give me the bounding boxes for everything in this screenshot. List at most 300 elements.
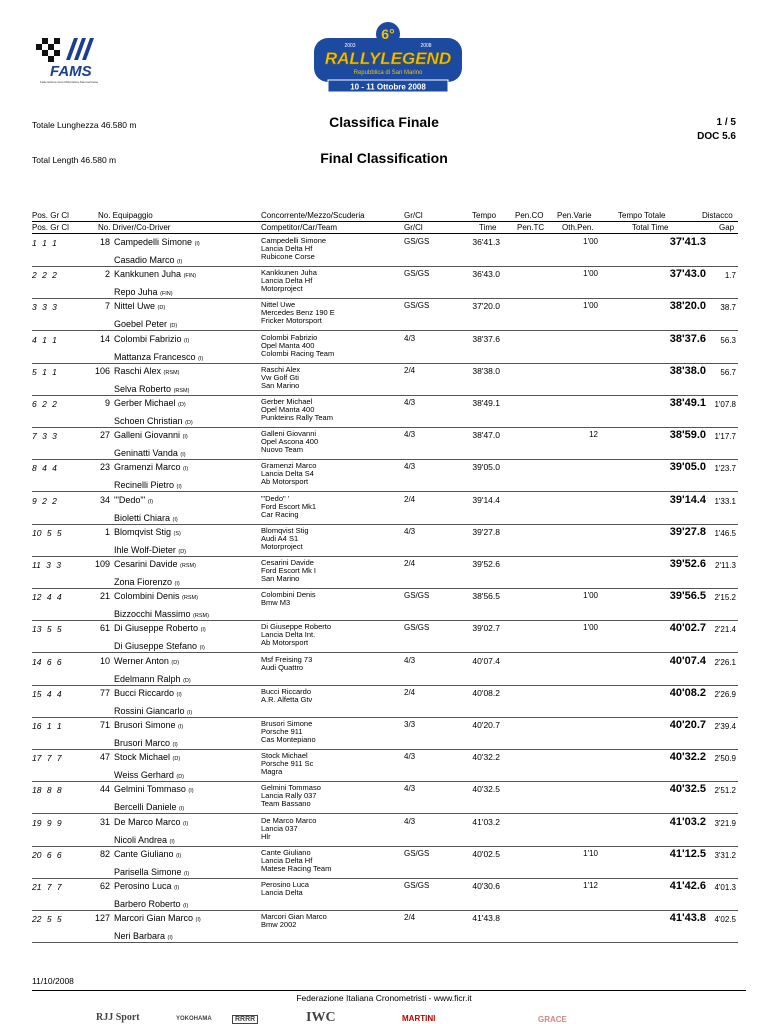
- sponsor-logo: RJJ Sport: [96, 1012, 140, 1023]
- group-class: 2/4: [404, 559, 416, 568]
- gap: 1'17.7: [714, 432, 736, 442]
- col-total-en: Total Time: [632, 223, 669, 232]
- table-row: [32, 782, 738, 814]
- position-group-class: 10 5 5: [32, 527, 62, 538]
- co-driver: [114, 577, 180, 587]
- group-class: 4/3: [404, 655, 416, 665]
- car-number: 109: [94, 559, 110, 569]
- driver: [114, 720, 183, 730]
- driver-nationality: (I): [147, 498, 154, 505]
- competitor-car-team: [261, 913, 327, 929]
- position-group-class: 17 7 7: [32, 753, 62, 764]
- title-it: Classifica Finale: [329, 114, 439, 130]
- doc-number: DOC 5.6: [697, 131, 736, 142]
- col-competitor: Concorrente/Mezzo/Scuderia: [261, 211, 365, 220]
- driver: [114, 881, 179, 891]
- group-class: GS/GS: [404, 848, 430, 858]
- position-group-class: 9 2 2: [32, 495, 57, 506]
- driver-nationality: (I): [178, 724, 184, 730]
- other-penalty: 1'00: [583, 591, 598, 601]
- co-driver-name: Zona Fiorenzo: [114, 577, 173, 587]
- co-driver-name: Rossini Giancarlo: [114, 705, 185, 716]
- total-time: 40'32.2: [669, 751, 706, 764]
- car: Lancia Rally 037: [261, 791, 317, 801]
- car-number: 44: [99, 784, 110, 795]
- driver-nationality: (I): [183, 820, 189, 827]
- page-number: 1 / 5: [716, 117, 736, 128]
- co-driver-name: Edelmann Ralph: [114, 673, 181, 684]
- gap: 2'21.4: [714, 625, 736, 635]
- group-class: GS/GS: [404, 591, 430, 601]
- col-pos-en: Pos. Gr Cl: [32, 223, 69, 232]
- co-driver-nationality: (RSM): [193, 613, 209, 620]
- team: San Marino: [261, 574, 300, 583]
- car-number: 14: [99, 333, 110, 344]
- position-group-class: 8 4 4: [32, 463, 57, 474]
- competitor: Stock Michael: [261, 751, 308, 761]
- co-driver: [114, 545, 186, 555]
- position-group-class: 18 8 8: [32, 785, 62, 796]
- group-class: GS/GS: [404, 881, 430, 890]
- competitor-car-team: [261, 559, 316, 583]
- position-group-class: 1 1 1: [32, 238, 57, 248]
- col-gap: Distacco: [702, 211, 733, 220]
- total-time: 39'27.8: [669, 525, 706, 538]
- car: Lancia 037: [261, 823, 298, 833]
- col-penco: Pen.CO: [515, 211, 544, 220]
- col-gap-en: Gap: [719, 223, 735, 232]
- driver-nationality: (I): [176, 852, 182, 859]
- driver-nationality: (I): [184, 337, 190, 344]
- car: A.R. Alfetta Gtv: [261, 694, 313, 704]
- other-penalty: 12: [589, 430, 598, 440]
- car-number: 21: [99, 591, 110, 602]
- co-driver: [114, 770, 184, 780]
- driver-nationality: (D): [172, 756, 181, 763]
- driver: [114, 688, 182, 698]
- stage-time: 40'32.2: [472, 752, 500, 763]
- co-driver-name: Goebel Peter: [114, 319, 168, 330]
- co-driver-nationality: (D): [178, 548, 187, 555]
- driver-nationality: (I): [195, 917, 201, 924]
- driver: [114, 591, 198, 601]
- co-driver-name: Nicoli Andrea: [114, 834, 168, 845]
- driver: [114, 462, 188, 472]
- competitor-car-team: [261, 334, 334, 358]
- driver-name: Gramenzi Marco: [114, 462, 181, 473]
- driver: [114, 849, 181, 859]
- team: Team Bassano: [261, 799, 311, 809]
- col-no-en: No. Driver/Co-Driver: [98, 223, 171, 232]
- car: Ford Escort Mk1: [261, 501, 317, 511]
- sponsor-logo: RRRR: [232, 1015, 258, 1024]
- stage-time: 38'38.0: [472, 365, 500, 376]
- co-driver: [114, 899, 188, 909]
- team: Cas Montepiano: [261, 735, 316, 744]
- total-length-en: Total Length 46.580 m: [32, 155, 117, 165]
- other-penalty: 1'10: [583, 848, 598, 858]
- co-driver-nationality: (I): [180, 452, 186, 459]
- driver-name: Blomqvist Stig: [114, 526, 172, 537]
- car: Lancia Delta Hf: [261, 855, 313, 865]
- total-length-it: Totale Lunghezza 46.580 m: [32, 120, 137, 130]
- other-penalty: 1'00: [583, 237, 598, 246]
- table-row: [32, 557, 738, 589]
- car: Lancia Delta Int.: [261, 630, 316, 640]
- car: Ford Escort Mk I: [261, 566, 317, 575]
- co-driver-nationality: (I): [169, 838, 175, 845]
- col-tempo: Tempo: [472, 211, 497, 220]
- group-class: GS/GS: [404, 301, 430, 311]
- car: Porsche 911: [261, 727, 303, 736]
- driver-nationality: (I): [200, 627, 206, 634]
- co-driver-name: Barbero Roberto: [114, 899, 181, 909]
- driver-name: Werner Anton: [114, 655, 169, 666]
- car-number: 71: [99, 720, 110, 730]
- competitor-car-team: [261, 237, 326, 261]
- gap: 2'26.9: [714, 689, 736, 699]
- team: Colombi Racing Team: [261, 348, 335, 358]
- competitor: Colombi Fabrizio: [261, 332, 318, 342]
- total-time: 39'52.6: [669, 558, 706, 570]
- table-row: [32, 493, 738, 525]
- position-group-class: 14 6 6: [32, 656, 62, 667]
- driver-name: Gelmini Tommaso: [114, 784, 186, 795]
- car-number: 47: [99, 752, 110, 763]
- car: Mercedes Benz 190 E: [261, 308, 335, 318]
- co-driver: [114, 287, 173, 297]
- table-row: [32, 621, 738, 653]
- group-class: 4/3: [404, 333, 416, 343]
- total-time: 40'20.7: [669, 719, 706, 731]
- gap: 4'02.5: [714, 915, 736, 925]
- year-right: 2008: [420, 43, 432, 49]
- driver-name: De Marco Marco: [114, 816, 181, 827]
- competitor: Nittel Uwe: [261, 300, 296, 310]
- stage-time: 38'49.1: [472, 398, 500, 408]
- car-number: 62: [99, 881, 110, 891]
- stage-time: 36'41.3: [472, 237, 500, 247]
- co-driver-name: Recinelli Pietro: [114, 480, 175, 491]
- position-group-class: 7 3 3: [32, 431, 57, 442]
- co-driver-name: Repo Juha: [114, 287, 158, 298]
- co-driver: [114, 867, 189, 877]
- table-row: [32, 718, 738, 750]
- co-driver-name: Geninatti Vanda: [114, 448, 178, 459]
- competitor-car-team: [261, 269, 317, 293]
- total-time: 39'14.4: [669, 493, 706, 506]
- team: Punkteins Rally Team: [261, 413, 333, 422]
- team: Hlr: [261, 831, 271, 841]
- driver: [114, 656, 179, 666]
- col-othpen-en: Oth.Pen.: [562, 223, 594, 232]
- co-driver-nationality: (I): [198, 355, 204, 362]
- driver-nationality: (FIN): [183, 273, 197, 280]
- position-group-class: 4 1 1: [32, 334, 57, 345]
- car: Audi Quattro: [261, 662, 304, 672]
- group-class: GS/GS: [404, 623, 430, 633]
- driver-name: Stock Michael: [114, 752, 171, 763]
- co-driver-name: Schoen Christian: [114, 416, 183, 426]
- competitor: Bucci Riccardo: [261, 686, 312, 696]
- gap: 2'51.2: [714, 786, 736, 796]
- co-driver-nationality: (I): [199, 645, 205, 652]
- driver-name: Colombini Denis: [114, 591, 180, 602]
- group-class: 4/3: [404, 752, 416, 762]
- driver: [114, 495, 153, 505]
- group-class: 4/3: [404, 784, 416, 794]
- group-class: 2/4: [404, 913, 416, 923]
- driver-nationality: (S): [173, 530, 181, 537]
- group-class: 2/4: [404, 687, 416, 697]
- co-driver-name: Neri Barbara: [114, 931, 166, 942]
- driver-name: "'Dedo"': [114, 494, 146, 505]
- driver-name: Gerber Michael: [114, 398, 176, 408]
- driver: [114, 913, 201, 923]
- total-time: 39'05.0: [669, 461, 706, 474]
- team: Ab Motorsport: [261, 638, 309, 648]
- year-left: 2003: [344, 43, 356, 49]
- car: Porsche 911 Sc: [261, 759, 314, 769]
- competitor-car-team: [261, 656, 312, 672]
- co-driver-name: Bioletti Chiara: [114, 512, 171, 523]
- competitor: "'Dedo" ': [261, 493, 290, 503]
- car-number: 27: [99, 430, 110, 441]
- stage-time: 38'37.6: [472, 333, 500, 344]
- co-driver-nationality: (D): [176, 774, 185, 781]
- total-time: 39'56.5: [669, 590, 706, 603]
- col-pentc-en: Pen.TC: [517, 223, 545, 232]
- driver-nationality: (D): [157, 305, 166, 312]
- gap: 56.7: [720, 367, 736, 377]
- col-competitor-en: Competitor/Car/Team: [261, 223, 338, 232]
- rally-place: Repubblica di San Marino: [353, 70, 423, 76]
- co-driver: [114, 384, 189, 394]
- header-bottom-divider: [32, 233, 738, 234]
- driver-nationality: (I): [182, 434, 188, 441]
- competitor: Raschi Alex: [261, 364, 301, 374]
- gap: 1'23.7: [714, 464, 736, 474]
- stage-time: 40'32.5: [472, 784, 500, 795]
- competitor-car-team: [261, 591, 316, 607]
- co-driver-name: Parisella Simone: [114, 866, 182, 877]
- stage-time: 40'30.6: [472, 881, 500, 891]
- competitor: Marcori Gian Marco: [261, 912, 327, 922]
- gap: 2'26.1: [714, 657, 736, 667]
- competitor: Campedelli Simone: [261, 236, 327, 245]
- sponsor-logo: YOKOHAMA: [176, 1016, 212, 1022]
- co-driver-name: Ihle Wolf-Dieter: [114, 544, 176, 555]
- sponsor-logo: MARTINI: [402, 1014, 436, 1023]
- total-time: 41'43.8: [669, 912, 706, 925]
- gap: 4'01.3: [714, 883, 736, 892]
- driver: [114, 237, 200, 247]
- competitor-car-team: [261, 527, 309, 551]
- car: Opel Manta 400: [261, 405, 315, 414]
- gap: 1'33.1: [714, 496, 736, 506]
- driver: [114, 817, 188, 827]
- driver-nationality: (I): [188, 788, 194, 795]
- total-time: 38'49.1: [669, 397, 706, 409]
- col-grcl: Gr/Cl: [404, 211, 423, 220]
- position-group-class: 13 5 5: [32, 624, 62, 635]
- position-group-class: 22 5 5: [32, 914, 62, 925]
- co-driver-nationality: (FIN): [160, 291, 173, 298]
- total-time: 40'32.5: [669, 783, 706, 796]
- table-row: [32, 847, 738, 879]
- driver-name: Campedelli Simone: [114, 237, 193, 247]
- driver-name: Bucci Riccardo: [114, 687, 175, 698]
- co-driver: [114, 706, 192, 716]
- co-driver-nationality: (I): [183, 903, 189, 909]
- competitor: Gelmini Tommaso: [261, 783, 321, 793]
- table-row: [32, 879, 738, 911]
- stage-time: 41'03.2: [472, 816, 500, 827]
- car-number: 82: [99, 848, 110, 859]
- gap: 3'31.2: [714, 850, 736, 860]
- team: Ab Motorsport: [261, 477, 309, 487]
- driver: [114, 430, 188, 440]
- competitor: Galleni Giovanni: [261, 429, 317, 439]
- car-number: 61: [99, 623, 110, 634]
- edition-number: 6°: [381, 26, 395, 42]
- gap: 2'11.3: [715, 561, 736, 570]
- total-time: 37'41.3: [669, 236, 706, 248]
- co-driver-nationality: (I): [172, 516, 178, 523]
- driver-nationality: (RSM): [163, 369, 180, 376]
- competitor: Perosino Luca: [261, 880, 309, 889]
- total-time: 41'12.5: [669, 847, 706, 860]
- co-driver-name: Selva Roberto: [114, 383, 172, 394]
- car-number: 31: [99, 816, 110, 827]
- co-driver: [114, 609, 209, 619]
- co-driver: [114, 738, 178, 748]
- driver: [114, 301, 165, 311]
- competitor: Gerber Michael: [261, 397, 313, 406]
- car: Bmw 2002: [261, 920, 297, 930]
- group-class: 4/3: [404, 816, 416, 826]
- stage-time: 40'20.7: [472, 720, 500, 730]
- co-driver-nationality: (I): [174, 581, 180, 587]
- driver: [114, 623, 206, 633]
- stage-time: 37'20.0: [472, 301, 500, 312]
- competitor-car-team: [261, 881, 309, 897]
- competitor: Cante Giuliano: [261, 847, 311, 857]
- competitor: Cesarini Davide: [261, 558, 314, 567]
- car: Audi A4 S1: [261, 533, 299, 543]
- team: Rubicone Corse: [261, 252, 315, 261]
- co-driver-nationality: (D): [169, 323, 178, 330]
- co-driver: [114, 480, 182, 490]
- fams-logo-text: FAMS: [50, 63, 92, 80]
- position-group-class: 20 6 6: [32, 849, 62, 860]
- driver-nationality: (RSM): [182, 595, 198, 602]
- footer-date: 11/10/2008: [32, 976, 74, 986]
- co-driver: [114, 674, 191, 684]
- table-row: [32, 396, 738, 428]
- co-driver-name: Weiss Gerhard: [114, 770, 174, 781]
- stage-time: 39'05.0: [472, 462, 500, 473]
- table-row: [32, 364, 738, 396]
- position-group-class: 5 1 1: [32, 366, 57, 377]
- stage-time: 40'02.5: [472, 848, 500, 859]
- total-time: 38'20.0: [669, 300, 706, 313]
- competitor-car-team: [261, 495, 316, 519]
- col-no: No. Equipaggio: [98, 211, 153, 220]
- competitor-car-team: [261, 752, 313, 776]
- position-group-class: 6 2 2: [32, 399, 57, 409]
- table-row: [32, 686, 738, 718]
- team: Matese Racing Team: [261, 863, 332, 873]
- gap: 38.7: [720, 303, 736, 313]
- driver-nationality: (I): [183, 466, 189, 473]
- driver: [114, 784, 194, 794]
- team: Motorproject: [261, 284, 303, 294]
- co-driver: [114, 835, 175, 845]
- position-group-class: 19 9 9: [32, 817, 62, 828]
- col-grcl-en: Gr/Cl: [404, 223, 423, 232]
- stage-time: 41'43.8: [472, 913, 500, 924]
- table-row: [32, 525, 738, 557]
- group-class: 4/3: [404, 526, 416, 536]
- co-driver-nationality: (I): [179, 806, 185, 813]
- driver-name: Cesarini Davide: [114, 559, 178, 569]
- driver-nationality: (I): [174, 885, 180, 891]
- competitor-car-team: [261, 366, 300, 390]
- total-time: 37'43.0: [669, 268, 706, 281]
- competitor: Gramenzi Marco: [261, 461, 317, 471]
- car: Lancia Delta Hf: [261, 244, 313, 253]
- gap: 2'50.9: [714, 754, 736, 764]
- table-row: [32, 428, 738, 460]
- co-driver-name: Casadio Marco: [114, 255, 175, 265]
- position-group-class: 3 3 3: [32, 302, 57, 313]
- car: Opel Manta 400: [261, 340, 315, 350]
- stage-time: 38'47.0: [472, 430, 500, 441]
- total-time: 40'02.7: [669, 622, 706, 635]
- driver: [114, 269, 196, 279]
- co-driver-nationality: (I): [172, 742, 178, 748]
- stage-time: 38'56.5: [472, 591, 500, 602]
- gap: 1'46.5: [714, 528, 736, 538]
- total-time: 40'08.2: [669, 686, 706, 699]
- total-time: 38'38.0: [669, 364, 706, 377]
- table-row: [32, 235, 738, 267]
- table-row: [32, 589, 738, 621]
- driver-name: Brusori Simone: [114, 720, 176, 730]
- group-class: 2/4: [404, 365, 416, 375]
- header-divider: [32, 221, 738, 222]
- car-number: 34: [99, 494, 110, 505]
- stage-time: 40'08.2: [472, 687, 500, 698]
- gap: 56.3: [720, 335, 736, 345]
- table-row: [32, 299, 738, 331]
- table-row: [32, 332, 738, 364]
- stage-time: 39'02.7: [472, 623, 500, 634]
- group-class: 4/3: [404, 398, 416, 407]
- footer-federation: Federazione Italiana Cronometristi - www.ficr.it: [296, 993, 472, 1003]
- team: Nuovo Team: [261, 445, 303, 455]
- total-time: 41'42.6: [669, 880, 706, 892]
- competitor: Brusori Simone: [261, 719, 313, 728]
- driver: [114, 527, 181, 537]
- position-group-class: 2 2 2: [32, 270, 57, 281]
- col-time-en: Time: [479, 223, 497, 232]
- total-time: 40'07.4: [669, 654, 706, 667]
- competitor-car-team: [261, 817, 316, 841]
- car-number: 9: [104, 398, 110, 408]
- co-driver-name: Bercelli Daniele: [114, 802, 177, 813]
